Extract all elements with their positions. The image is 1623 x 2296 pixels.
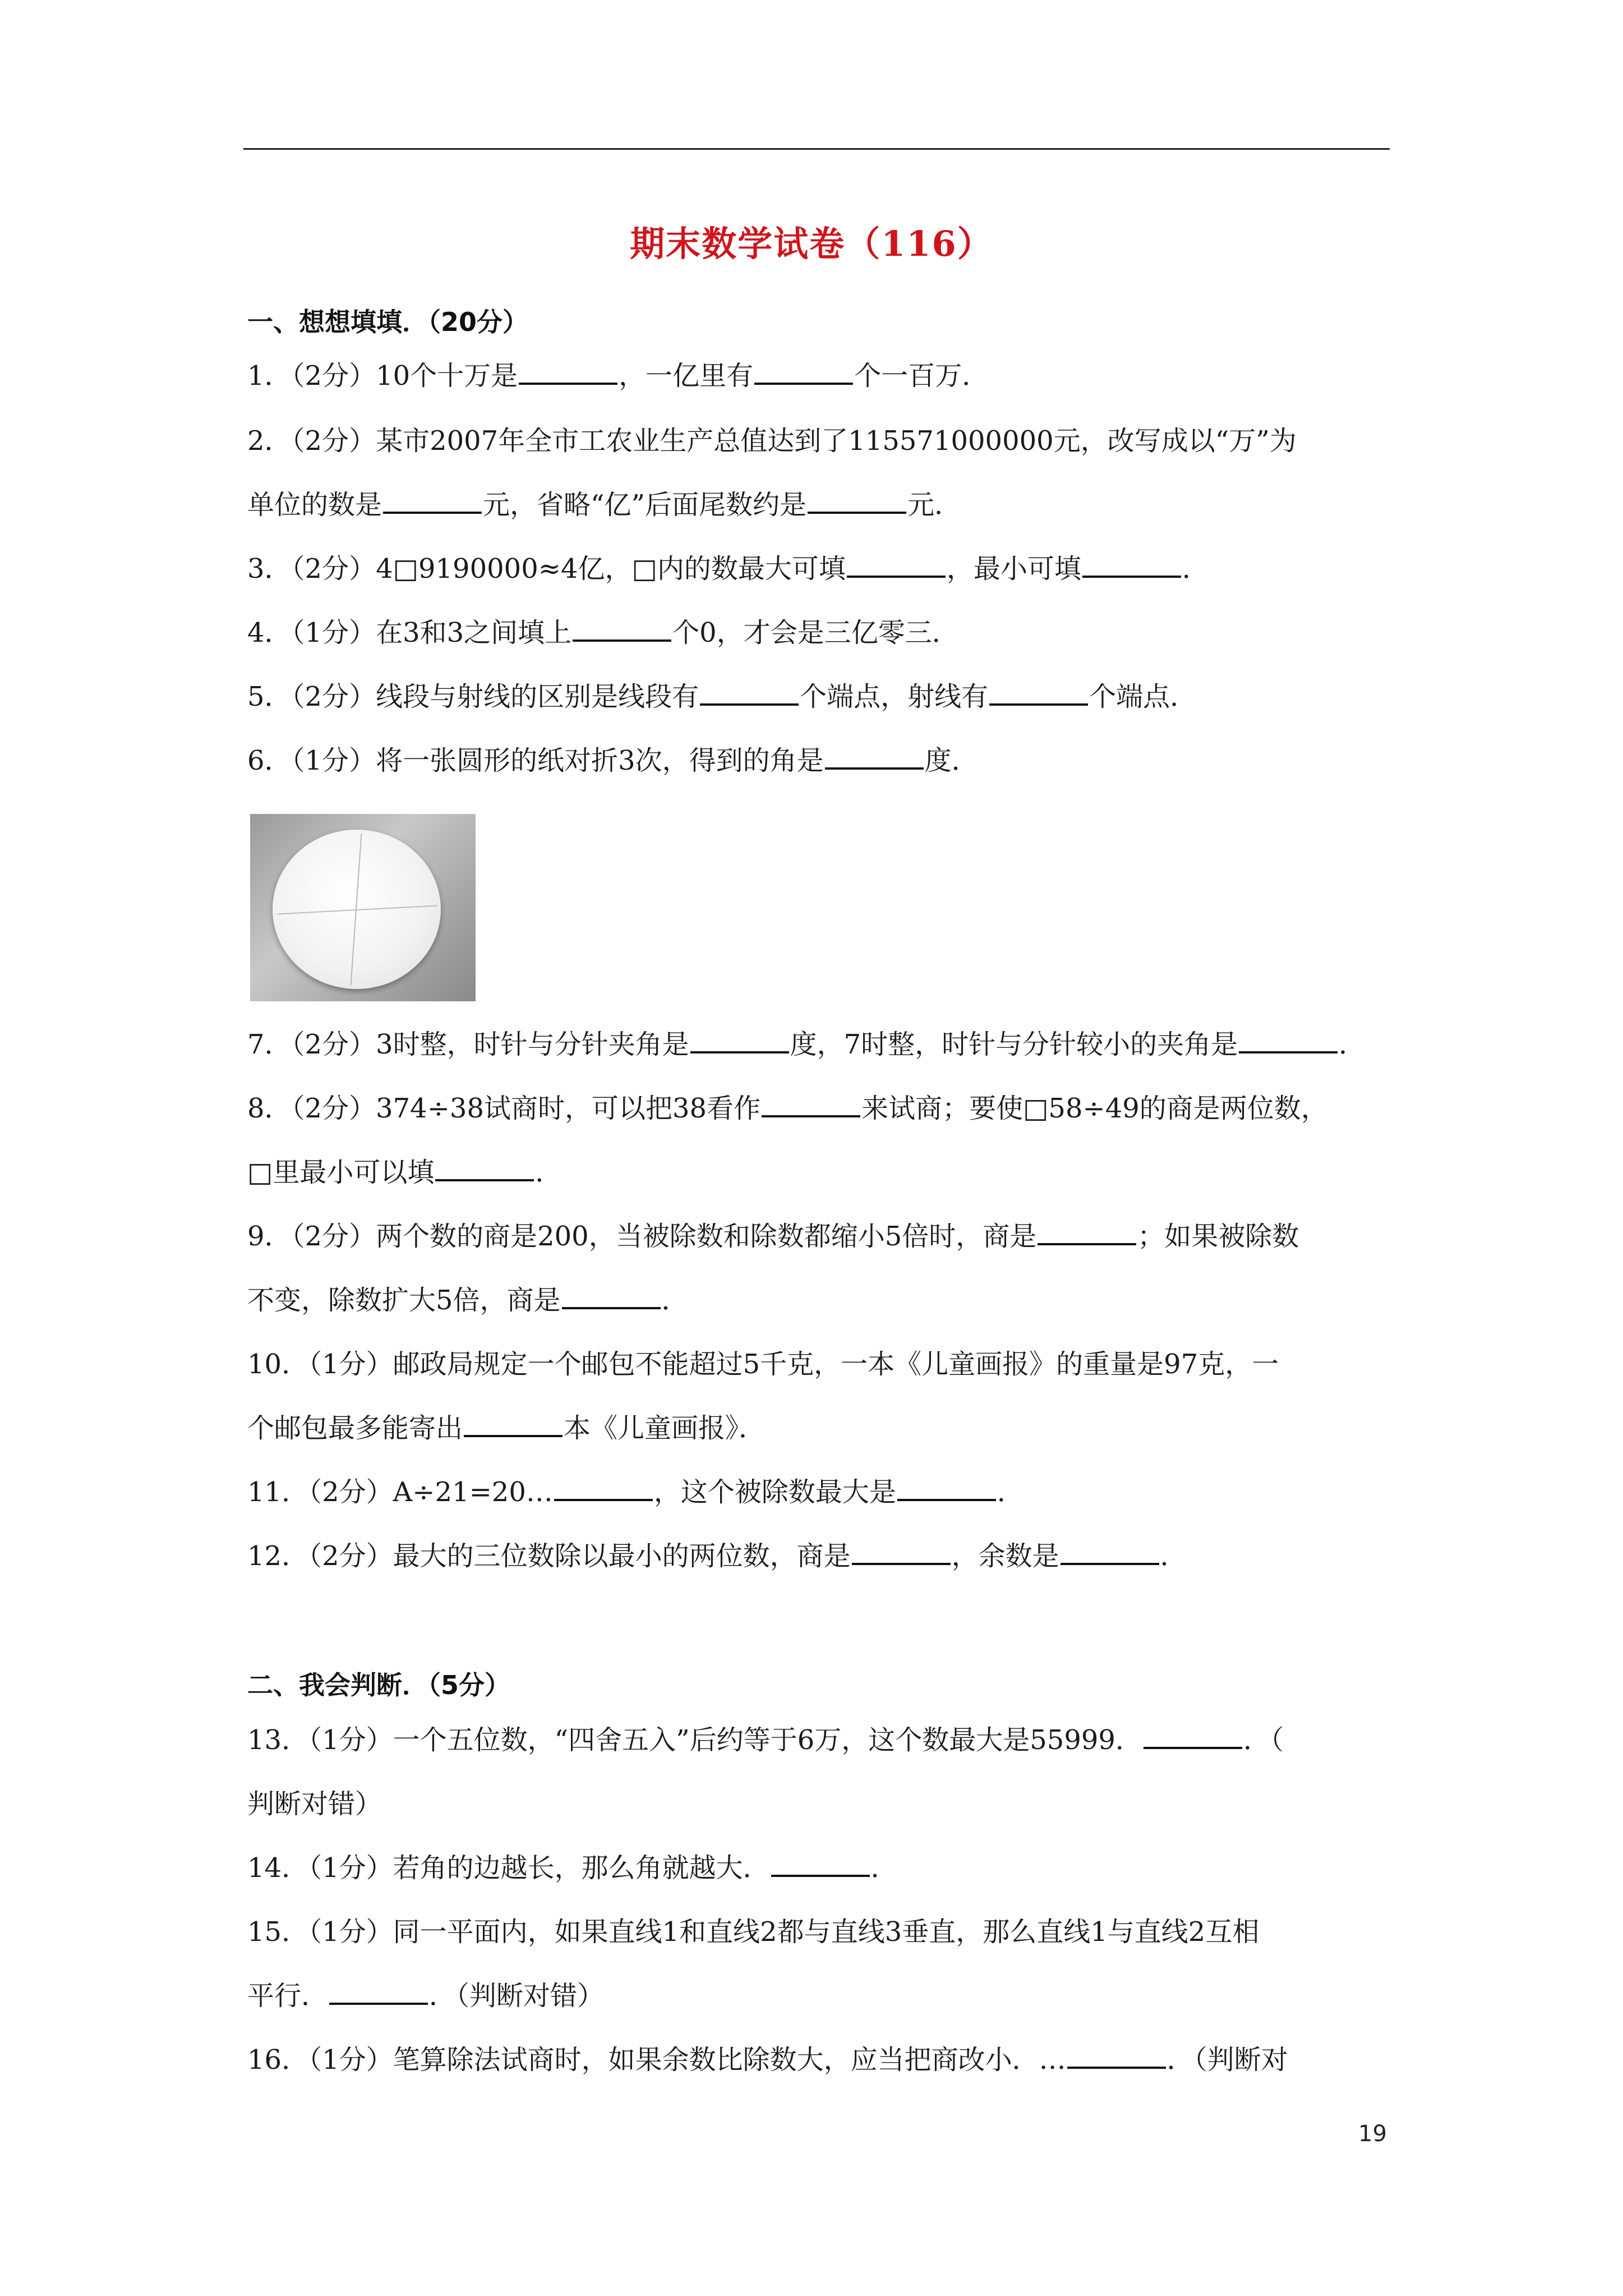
folded-paper-circle-photo (250, 814, 476, 1001)
answer-blank[interactable] (573, 619, 671, 642)
answer-blank[interactable] (897, 1479, 996, 1501)
page-title: 期末数学试卷（116） (630, 223, 993, 264)
answer-blank[interactable] (329, 1982, 428, 2005)
answer-blank[interactable] (1061, 1543, 1159, 1565)
answer-blank[interactable] (1144, 1727, 1242, 1749)
answer-blank[interactable] (852, 1543, 951, 1565)
question-3: 3．（2分）4□9190000≈4亿，□内的数最大可填 ，最小可填 ． (247, 553, 1209, 585)
answer-blank[interactable] (847, 555, 946, 578)
section-heading-judge: 二、我会判断．（5分） (247, 1670, 511, 1700)
answer-blank[interactable] (435, 1159, 534, 1181)
answer-blank[interactable] (1239, 1031, 1338, 1053)
answer-blank[interactable] (1082, 555, 1181, 578)
question-6: 6．（1分）将一张圆形的纸对折3次，得到的角是 度． (247, 745, 979, 776)
question-2-line-1: 2．（2分）某市2007年全市工农业生产总值达到了115571000000元，改写成以“万”为 (247, 425, 1297, 457)
question-2-line-2: 单位的数是 元，省略“亿”后面尾数约是 元． (247, 489, 962, 521)
page-number: 19 (1358, 2121, 1387, 2147)
question-9-line-2: 不变，除数扩大5倍，商是 ． (247, 1285, 689, 1316)
answer-blank[interactable] (554, 1479, 653, 1501)
question-1: 1．（2分）10个十万是 ，一亿里有 个一百万． (247, 360, 989, 392)
answer-blank[interactable] (825, 747, 924, 770)
question-13-line-2: 判断对错） (247, 1788, 382, 1820)
section-heading-fill-in: 一、想想填填．（20分） (247, 307, 529, 337)
answer-blank[interactable] (754, 362, 853, 385)
answer-blank[interactable] (1067, 2046, 1166, 2069)
question-11: 11．（2分）A÷21=20… ，这个被除数最大是 ． (247, 1476, 1024, 1508)
question-5: 5．（2分）线段与射线的区别是线段有 个端点，射线有 个端点． (247, 681, 1197, 712)
answer-blank[interactable] (989, 683, 1088, 706)
question-8-line-1: 8．（2分）374÷38试商时，可以把38看作 来试商；要使□58÷49的商是两位数， (247, 1093, 1328, 1124)
answer-blank[interactable] (690, 1031, 789, 1053)
question-16: 16．（1分）笔算除法试商时，如果余数比除数大，应当把商改小．… ．（判断对 (247, 2044, 1288, 2076)
question-15-line-2: 平行． ．（判断对错） (247, 1980, 605, 2012)
answer-blank[interactable] (464, 1415, 562, 1437)
question-9-line-1: 9．（2分）两个数的商是200，当被除数和除数都缩小5倍时，商是 ；如果被除数 (247, 1221, 1299, 1252)
question-12: 12．（2分）最大的三位数除以最小的两位数，商是 ，余数是 ． (247, 1540, 1187, 1572)
answer-blank[interactable] (1038, 1223, 1136, 1245)
question-10-line-2: 个邮包最多能寄出 本《儿童画报》． (247, 1412, 766, 1444)
question-7: 7．（2分）3时整，时针与分针夹角是 度，7时整，时针与分针较小的夹角是 ． (247, 1029, 1366, 1060)
header-rule (243, 148, 1390, 150)
answer-blank[interactable] (762, 1095, 860, 1117)
answer-blank[interactable] (771, 1855, 870, 1877)
question-8-line-2: □里最小可以填 ． (247, 1157, 562, 1188)
question-10-line-1: 10．（1分）邮政局规定一个邮包不能超过5千克，一本《儿童画报》的重量是97克，一 (247, 1349, 1279, 1380)
question-13-line-1: 13．（1分）一个五位数，“四舍五入”后约等于6万，这个数最大是55999． ．（ (247, 1724, 1284, 1756)
answer-blank[interactable] (562, 1287, 661, 1309)
question-14: 14．（1分）若角的边越长，那么角就越大． ． (247, 1852, 898, 1884)
question-15-line-1: 15．（1分）同一平面内，如果直线1和直线2都与直线3垂直，那么直线1与直线2互相 (247, 1916, 1260, 1948)
answer-blank[interactable] (808, 491, 906, 514)
question-4: 4．（1分）在3和3之间填上 个0，才会是三亿零三． (247, 617, 959, 648)
answer-blank[interactable] (700, 683, 799, 706)
answer-blank[interactable] (383, 491, 482, 514)
answer-blank[interactable] (519, 362, 617, 385)
